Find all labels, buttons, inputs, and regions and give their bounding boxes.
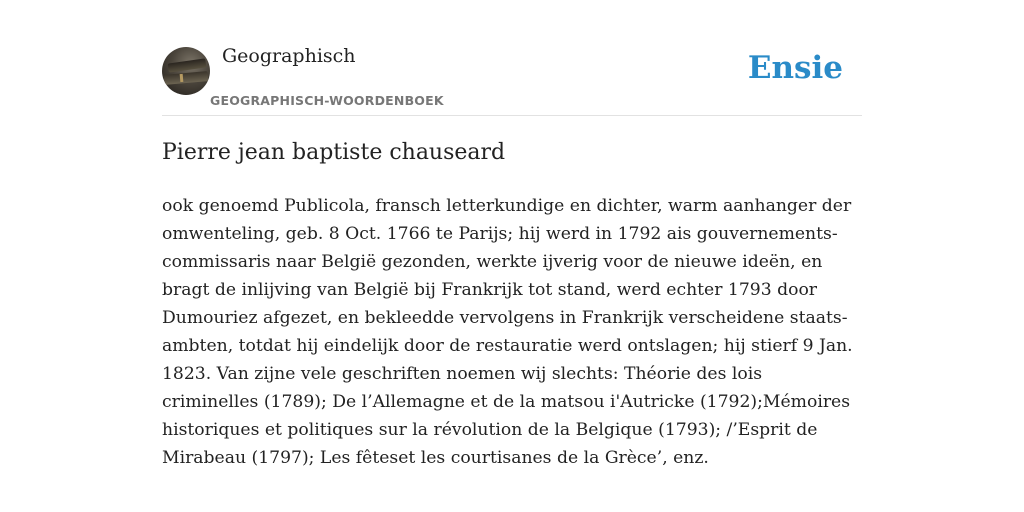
article-body: ook genoemd Publicola, fransch letterkundige en dichter, warm aanhanger der omwenteling, geb. 8 Oct. 1766 te Parijs; hij werd in 1792 ais gouvernements-commissaris naar België gezonden, werkte ijverig voor de nieuwe ideën, en bragt de inlijving van België bij Frankrijk tot stand, werd echter 1793 door Dumouriez afgezet, en bekleedde vervolgens in Frankrijk verscheidene staats-ambten, totdat hij eindelijk door de restauratie werd ontslagen; hij stierf 9 Jan. 1823. Van zijne vele geschriften noemen wij slechts: Théorie des lois criminelles (1789); De l’Allemagne et de la matsou i'Autricke (1792);Mémoires historiques et politiques sur la révolution de la Belgique (1793); /’Esprit de Mirabeau (1797); Les fêteset les courtisanes de la Grèce’, enz.: [162, 196, 853, 468]
entry-header: [162, 0, 862, 116]
category-label[interactable]: GEOGRAPHISCH-WOORDENBOEK: [210, 93, 444, 108]
entry-card: [162, 0, 862, 468]
brand-logo[interactable]: Ensie: [747, 50, 843, 86]
book-stack-icon[interactable]: [162, 47, 210, 95]
page-title: Pierre jean baptiste chauseard: [162, 140, 506, 165]
site-name[interactable]: Geographisch: [222, 45, 356, 67]
